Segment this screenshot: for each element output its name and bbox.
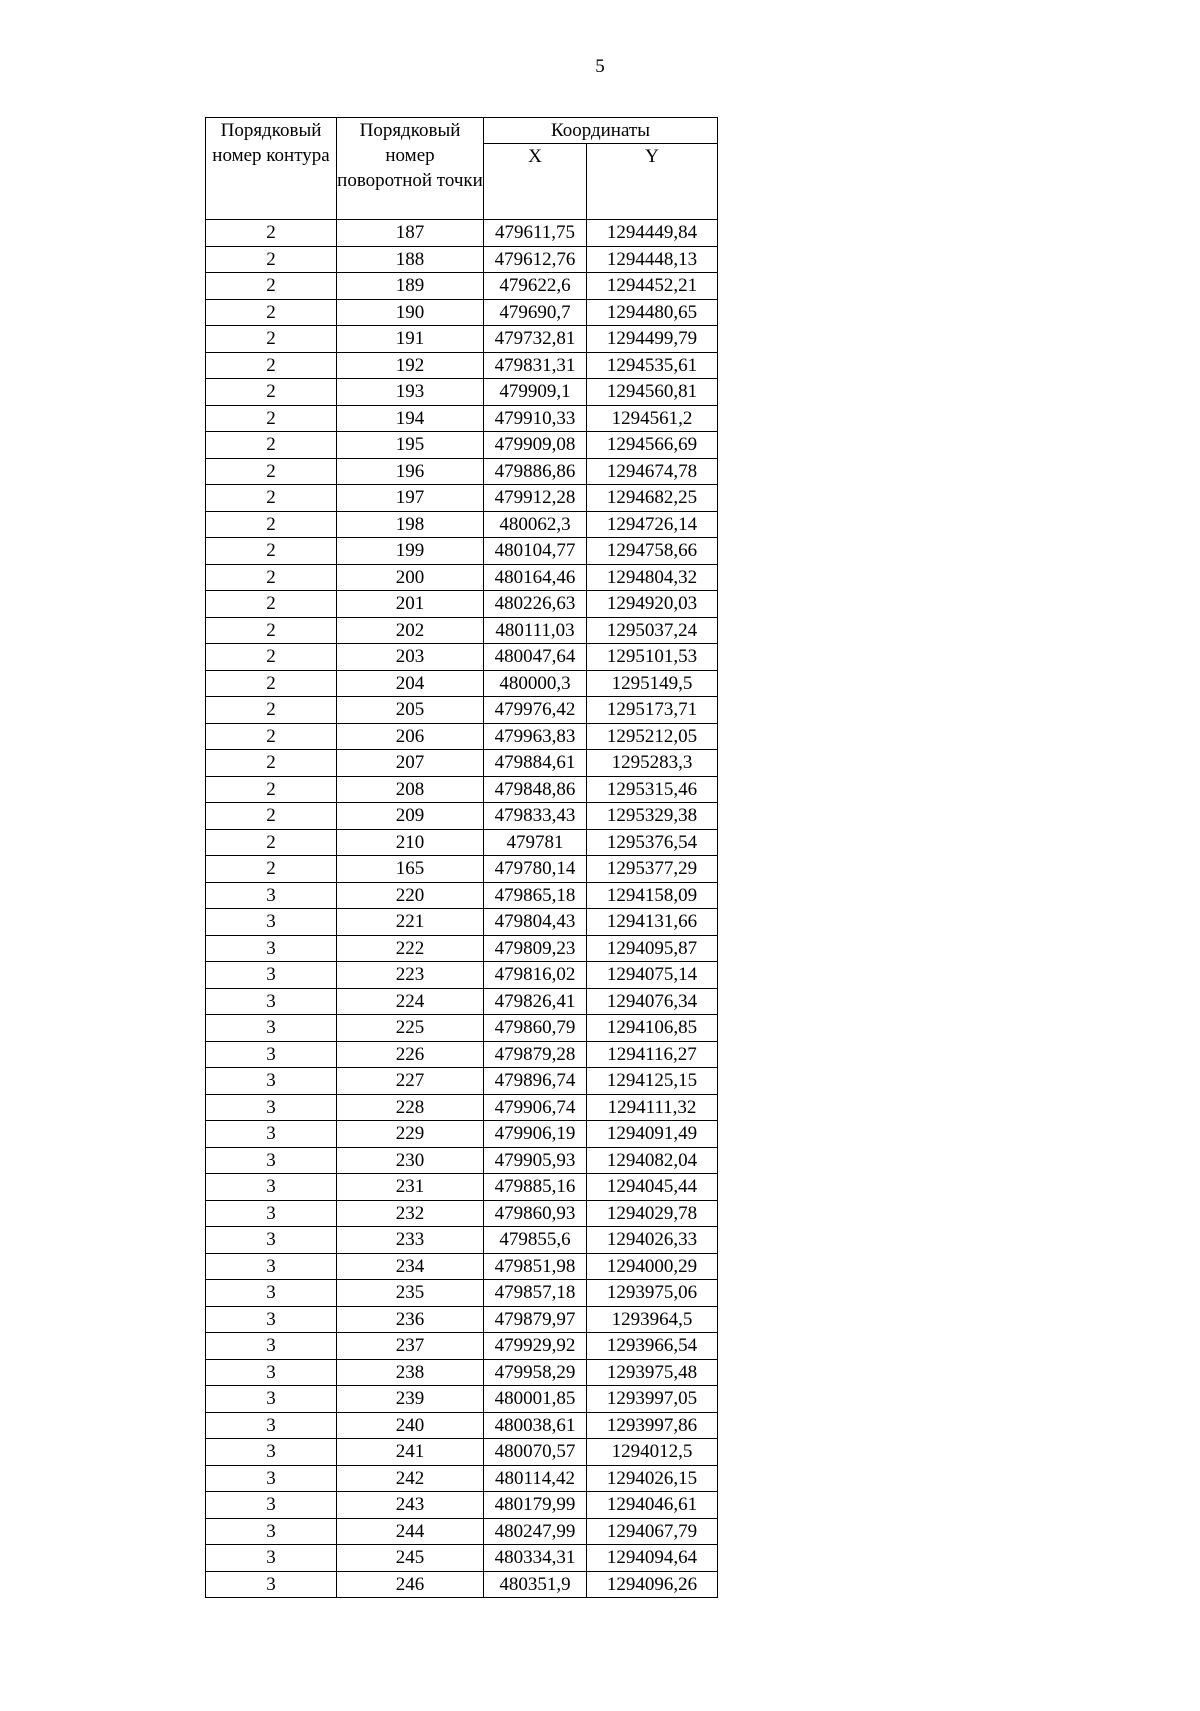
cell-contour-number: 3 (206, 988, 337, 1015)
cell-contour-number: 3 (206, 962, 337, 989)
cell-point-number: 202 (337, 617, 484, 644)
cell-contour-number: 3 (206, 1121, 337, 1148)
cell-point-number: 192 (337, 352, 484, 379)
table-row (206, 1359, 718, 1386)
table-row (206, 591, 718, 618)
cell-y: 1294111,32 (587, 1094, 718, 1121)
cell-contour-number: 2 (206, 220, 337, 247)
header-coordinates: Координаты (484, 118, 718, 144)
cell-x: 479879,28 (484, 1041, 587, 1068)
cell-y: 1294026,15 (587, 1465, 718, 1492)
cell-y: 1294726,14 (587, 511, 718, 538)
table-row (206, 220, 718, 247)
cell-point-number: 225 (337, 1015, 484, 1042)
table-row (206, 1412, 718, 1439)
cell-y: 1294158,09 (587, 882, 718, 909)
cell-y: 1295376,54 (587, 829, 718, 856)
table-row (206, 617, 718, 644)
cell-y: 1294920,03 (587, 591, 718, 618)
cell-point-number: 246 (337, 1571, 484, 1598)
cell-point-number: 230 (337, 1147, 484, 1174)
cell-point-number: 222 (337, 935, 484, 962)
table-header (206, 118, 718, 220)
cell-contour-number: 3 (206, 1465, 337, 1492)
cell-x: 479690,7 (484, 299, 587, 326)
cell-point-number: 231 (337, 1174, 484, 1201)
cell-point-number: 165 (337, 856, 484, 883)
cell-x: 479860,93 (484, 1200, 587, 1227)
cell-contour-number: 2 (206, 432, 337, 459)
cell-x: 479910,33 (484, 405, 587, 432)
table-row (206, 1492, 718, 1519)
cell-x: 479906,19 (484, 1121, 587, 1148)
cell-y: 1294499,79 (587, 326, 718, 353)
header-contour-number: Порядковый номер контура (206, 118, 337, 220)
cell-x: 479622,6 (484, 273, 587, 300)
cell-y: 1294682,25 (587, 485, 718, 512)
cell-point-number: 203 (337, 644, 484, 671)
cell-point-number: 205 (337, 697, 484, 724)
cell-x: 480070,57 (484, 1439, 587, 1466)
cell-contour-number: 2 (206, 379, 337, 406)
cell-contour-number: 2 (206, 856, 337, 883)
cell-point-number: 240 (337, 1412, 484, 1439)
cell-x: 480047,64 (484, 644, 587, 671)
cell-point-number: 245 (337, 1545, 484, 1572)
cell-x: 479781 (484, 829, 587, 856)
cell-y: 1294075,14 (587, 962, 718, 989)
cell-y: 1294452,21 (587, 273, 718, 300)
cell-point-number: 244 (337, 1518, 484, 1545)
cell-x: 480001,85 (484, 1386, 587, 1413)
cell-point-number: 209 (337, 803, 484, 830)
table-row (206, 1439, 718, 1466)
cell-x: 479885,16 (484, 1174, 587, 1201)
cell-point-number: 235 (337, 1280, 484, 1307)
cell-point-number: 206 (337, 723, 484, 750)
cell-y: 1293964,5 (587, 1306, 718, 1333)
cell-y: 1294131,66 (587, 909, 718, 936)
table-row (206, 776, 718, 803)
table-row (206, 564, 718, 591)
cell-point-number: 188 (337, 246, 484, 273)
cell-point-number: 191 (337, 326, 484, 353)
cell-point-number: 233 (337, 1227, 484, 1254)
cell-point-number: 195 (337, 432, 484, 459)
cell-x: 480111,03 (484, 617, 587, 644)
table-row (206, 644, 718, 671)
cell-point-number: 221 (337, 909, 484, 936)
cell-point-number: 242 (337, 1465, 484, 1492)
cell-contour-number: 2 (206, 405, 337, 432)
cell-contour-number: 3 (206, 1147, 337, 1174)
cell-x: 479804,43 (484, 909, 587, 936)
cell-contour-number: 2 (206, 273, 337, 300)
cell-x: 480334,31 (484, 1545, 587, 1572)
cell-contour-number: 2 (206, 538, 337, 565)
cell-point-number: 234 (337, 1253, 484, 1280)
cell-x: 480226,63 (484, 591, 587, 618)
cell-y: 1294535,61 (587, 352, 718, 379)
cell-y: 1294012,5 (587, 1439, 718, 1466)
table-row (206, 1068, 718, 1095)
cell-contour-number: 2 (206, 644, 337, 671)
cell-y: 1295212,05 (587, 723, 718, 750)
cell-point-number: 241 (337, 1439, 484, 1466)
cell-y: 1295101,53 (587, 644, 718, 671)
cell-contour-number: 3 (206, 1094, 337, 1121)
cell-x: 479860,79 (484, 1015, 587, 1042)
table-row (206, 829, 718, 856)
cell-y: 1295037,24 (587, 617, 718, 644)
table-row (206, 1094, 718, 1121)
cell-contour-number: 3 (206, 1253, 337, 1280)
cell-y: 1295329,38 (587, 803, 718, 830)
table-row (206, 1465, 718, 1492)
cell-contour-number: 3 (206, 882, 337, 909)
table-row (206, 723, 718, 750)
table-row (206, 909, 718, 936)
cell-contour-number: 2 (206, 697, 337, 724)
cell-y: 1293997,05 (587, 1386, 718, 1413)
table-body (206, 220, 718, 1598)
cell-y: 1293975,06 (587, 1280, 718, 1307)
cell-point-number: 197 (337, 485, 484, 512)
table-row (206, 1253, 718, 1280)
cell-y: 1294076,34 (587, 988, 718, 1015)
table-row (206, 856, 718, 883)
table-row (206, 1174, 718, 1201)
table-row (206, 1333, 718, 1360)
cell-point-number: 226 (337, 1041, 484, 1068)
cell-contour-number: 2 (206, 511, 337, 538)
cell-y: 1294067,79 (587, 1518, 718, 1545)
cell-point-number: 229 (337, 1121, 484, 1148)
cell-x: 479833,43 (484, 803, 587, 830)
cell-point-number: 194 (337, 405, 484, 432)
cell-contour-number: 2 (206, 352, 337, 379)
cell-x: 479848,86 (484, 776, 587, 803)
cell-contour-number: 3 (206, 1174, 337, 1201)
cell-x: 479809,23 (484, 935, 587, 962)
cell-point-number: 228 (337, 1094, 484, 1121)
cell-point-number: 193 (337, 379, 484, 406)
cell-x: 480000,3 (484, 670, 587, 697)
cell-point-number: 190 (337, 299, 484, 326)
header-y: Y (587, 144, 718, 220)
cell-contour-number: 2 (206, 246, 337, 273)
cell-contour-number: 3 (206, 1571, 337, 1598)
cell-point-number: 220 (337, 882, 484, 909)
cell-x: 479905,93 (484, 1147, 587, 1174)
cell-y: 1294125,15 (587, 1068, 718, 1095)
cell-x: 479906,74 (484, 1094, 587, 1121)
cell-y: 1294029,78 (587, 1200, 718, 1227)
header-point-number: Порядковый номер поворотной точки (337, 118, 484, 220)
table-row (206, 1386, 718, 1413)
cell-point-number: 236 (337, 1306, 484, 1333)
cell-y: 1294045,44 (587, 1174, 718, 1201)
cell-x: 480038,61 (484, 1412, 587, 1439)
table-row (206, 1200, 718, 1227)
table-row (206, 1015, 718, 1042)
cell-x: 479816,02 (484, 962, 587, 989)
cell-y: 1293997,86 (587, 1412, 718, 1439)
cell-contour-number: 2 (206, 591, 337, 618)
cell-point-number: 200 (337, 564, 484, 591)
cell-point-number: 198 (337, 511, 484, 538)
cell-contour-number: 3 (206, 1386, 337, 1413)
cell-y: 1294094,64 (587, 1545, 718, 1572)
cell-x: 479879,97 (484, 1306, 587, 1333)
cell-point-number: 207 (337, 750, 484, 777)
cell-contour-number: 2 (206, 299, 337, 326)
table-row (206, 1306, 718, 1333)
table-row (206, 511, 718, 538)
cell-x: 480164,46 (484, 564, 587, 591)
cell-point-number: 243 (337, 1492, 484, 1519)
cell-point-number: 232 (337, 1200, 484, 1227)
cell-y: 1293966,54 (587, 1333, 718, 1360)
table-row (206, 538, 718, 565)
cell-contour-number: 3 (206, 1492, 337, 1519)
table-row (206, 750, 718, 777)
cell-contour-number: 2 (206, 670, 337, 697)
cell-y: 1295377,29 (587, 856, 718, 883)
cell-x: 479865,18 (484, 882, 587, 909)
cell-x: 480062,3 (484, 511, 587, 538)
cell-point-number: 196 (337, 458, 484, 485)
cell-x: 479912,28 (484, 485, 587, 512)
cell-y: 1294560,81 (587, 379, 718, 406)
cell-y: 1294566,69 (587, 432, 718, 459)
table-row (206, 458, 718, 485)
cell-contour-number: 3 (206, 1015, 337, 1042)
cell-y: 1294091,49 (587, 1121, 718, 1148)
cell-point-number: 239 (337, 1386, 484, 1413)
table-row (206, 273, 718, 300)
cell-x: 479976,42 (484, 697, 587, 724)
cell-y: 1294449,84 (587, 220, 718, 247)
cell-contour-number: 2 (206, 803, 337, 830)
coordinates-table (205, 117, 718, 1598)
table-row (206, 485, 718, 512)
cell-point-number: 224 (337, 988, 484, 1015)
table-row (206, 670, 718, 697)
cell-x: 479855,6 (484, 1227, 587, 1254)
cell-contour-number: 2 (206, 750, 337, 777)
cell-x: 479886,86 (484, 458, 587, 485)
page-number: 5 (595, 56, 605, 77)
cell-y: 1295315,46 (587, 776, 718, 803)
cell-x: 479780,14 (484, 856, 587, 883)
cell-x: 479896,74 (484, 1068, 587, 1095)
cell-y: 1294000,29 (587, 1253, 718, 1280)
table-row (206, 432, 718, 459)
table-row (206, 299, 718, 326)
cell-x: 479851,98 (484, 1253, 587, 1280)
cell-y: 1294116,27 (587, 1041, 718, 1068)
cell-y: 1294674,78 (587, 458, 718, 485)
table-row (206, 1571, 718, 1598)
cell-y: 1294561,2 (587, 405, 718, 432)
cell-y: 1293975,48 (587, 1359, 718, 1386)
cell-y: 1294095,87 (587, 935, 718, 962)
table-row (206, 1518, 718, 1545)
cell-y: 1294758,66 (587, 538, 718, 565)
cell-x: 480114,42 (484, 1465, 587, 1492)
cell-point-number: 201 (337, 591, 484, 618)
cell-x: 480247,99 (484, 1518, 587, 1545)
cell-contour-number: 2 (206, 723, 337, 750)
cell-x: 479857,18 (484, 1280, 587, 1307)
table-row (206, 1227, 718, 1254)
cell-x: 479958,29 (484, 1359, 587, 1386)
cell-point-number: 210 (337, 829, 484, 856)
cell-x: 479732,81 (484, 326, 587, 353)
table-row (206, 326, 718, 353)
cell-contour-number: 2 (206, 617, 337, 644)
cell-x: 479612,76 (484, 246, 587, 273)
cell-point-number: 238 (337, 1359, 484, 1386)
table-row (206, 935, 718, 962)
cell-point-number: 187 (337, 220, 484, 247)
cell-contour-number: 3 (206, 1227, 337, 1254)
cell-x: 479611,75 (484, 220, 587, 247)
cell-contour-number: 3 (206, 1359, 337, 1386)
cell-x: 479884,61 (484, 750, 587, 777)
table-row (206, 1121, 718, 1148)
cell-contour-number: 3 (206, 909, 337, 936)
cell-point-number: 223 (337, 962, 484, 989)
cell-contour-number: 2 (206, 776, 337, 803)
cell-y: 1294448,13 (587, 246, 718, 273)
cell-point-number: 227 (337, 1068, 484, 1095)
cell-contour-number: 2 (206, 564, 337, 591)
table-row (206, 1545, 718, 1572)
cell-y: 1294082,04 (587, 1147, 718, 1174)
cell-x: 479963,83 (484, 723, 587, 750)
cell-x: 479909,08 (484, 432, 587, 459)
cell-contour-number: 2 (206, 829, 337, 856)
cell-y: 1294026,33 (587, 1227, 718, 1254)
cell-point-number: 199 (337, 538, 484, 565)
cell-contour-number: 3 (206, 1333, 337, 1360)
cell-point-number: 204 (337, 670, 484, 697)
cell-x: 479929,92 (484, 1333, 587, 1360)
cell-contour-number: 2 (206, 458, 337, 485)
cell-contour-number: 3 (206, 1041, 337, 1068)
table-row (206, 405, 718, 432)
cell-contour-number: 2 (206, 326, 337, 353)
table-row (206, 988, 718, 1015)
cell-contour-number: 2 (206, 485, 337, 512)
table-row (206, 882, 718, 909)
cell-contour-number: 3 (206, 1068, 337, 1095)
cell-contour-number: 3 (206, 1518, 337, 1545)
cell-contour-number: 3 (206, 935, 337, 962)
cell-point-number: 208 (337, 776, 484, 803)
table-row (206, 1041, 718, 1068)
cell-y: 1294046,61 (587, 1492, 718, 1519)
cell-contour-number: 3 (206, 1545, 337, 1572)
cell-x: 480104,77 (484, 538, 587, 565)
table-row (206, 379, 718, 406)
cell-x: 479909,1 (484, 379, 587, 406)
cell-x: 479831,31 (484, 352, 587, 379)
table-row (206, 962, 718, 989)
cell-x: 479826,41 (484, 988, 587, 1015)
cell-point-number: 189 (337, 273, 484, 300)
cell-point-number: 237 (337, 1333, 484, 1360)
cell-y: 1295283,3 (587, 750, 718, 777)
cell-x: 480351,9 (484, 1571, 587, 1598)
table-row (206, 697, 718, 724)
cell-contour-number: 3 (206, 1306, 337, 1333)
table-row (206, 1280, 718, 1307)
cell-contour-number: 3 (206, 1200, 337, 1227)
cell-y: 1295149,5 (587, 670, 718, 697)
cell-y: 1295173,71 (587, 697, 718, 724)
header-x: X (484, 144, 587, 220)
cell-y: 1294804,32 (587, 564, 718, 591)
cell-x: 480179,99 (484, 1492, 587, 1519)
table-row (206, 1147, 718, 1174)
cell-contour-number: 3 (206, 1280, 337, 1307)
table-row (206, 803, 718, 830)
cell-contour-number: 3 (206, 1439, 337, 1466)
cell-y: 1294096,26 (587, 1571, 718, 1598)
cell-y: 1294106,85 (587, 1015, 718, 1042)
cell-contour-number: 3 (206, 1412, 337, 1439)
table-row (206, 352, 718, 379)
cell-y: 1294480,65 (587, 299, 718, 326)
table-row (206, 246, 718, 273)
